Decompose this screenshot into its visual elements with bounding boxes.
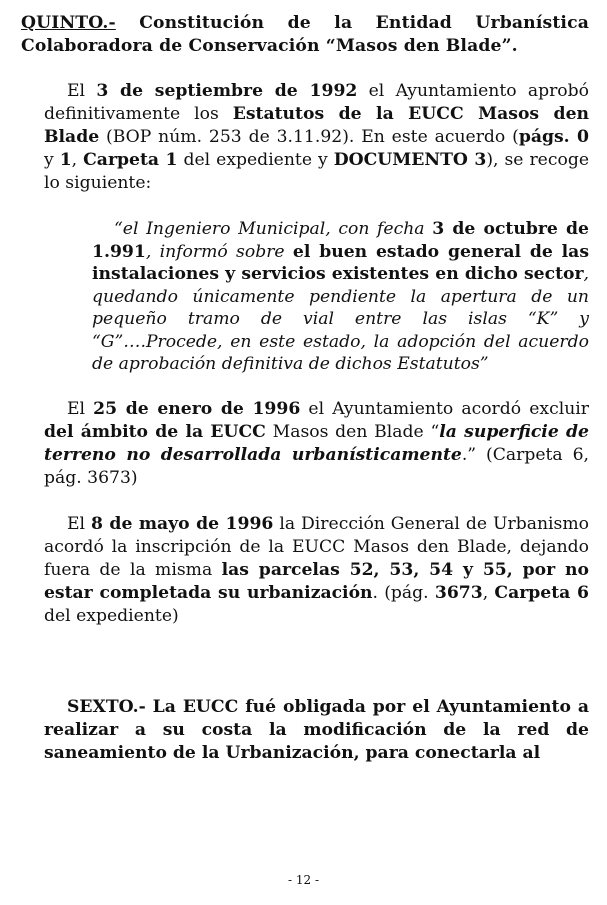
page-one-bold: 1 — [59, 150, 72, 170]
text-run: el Ayuntamiento acordó excluir — [300, 399, 589, 419]
quote-text: , quedando únicamente pendiente la apertura de un pequeño tramo de vial entre las islas “K” y “G”….Procede, en este estado, la adopción del acuerdo de aprobación definitiva de dichos Estatutos” — [92, 264, 589, 374]
paragraph-estatutos — [44, 80, 589, 195]
folder-bold: Carpeta 6 — [494, 583, 590, 603]
paragraph-exclusion — [44, 398, 589, 490]
date-bold: 8 de mayo de 1996 — [91, 514, 274, 534]
section-heading-quinto — [21, 12, 589, 58]
heading-label: QUINTO.- — [21, 13, 116, 33]
text-run: el Ayuntamiento aprobó definitivamente los — [44, 81, 589, 124]
scope-bold: del ámbito de la EUCC — [44, 422, 266, 442]
paragraph-inscripcion — [44, 513, 589, 628]
text-run: la Dirección General de Urbanismo acordó la inscripción de la EUCC Masos den Blade, dejando fuera de la misma — [44, 514, 589, 580]
text-run: , — [71, 150, 84, 170]
quote-date-bold: 3 de octubre de 1.991 — [92, 219, 589, 262]
text-run: y — [44, 150, 60, 170]
text-run: del expediente) — [44, 606, 179, 626]
quote-text: , informó sobre — [145, 241, 293, 262]
pages-bold: págs. 0 — [518, 127, 589, 147]
date-bold: 25 de enero de 1996 — [93, 399, 301, 419]
quote-text: “el Ingeniero Municipal, con fecha — [114, 219, 433, 239]
heading-title: Constitución de la Entidad Urbanística Colaboradora de Conservación “Masos den Blade”. — [21, 13, 589, 56]
parcels-bold: las parcelas 52, 53, 54 y 55, por no estar completada su urbanización — [44, 560, 589, 603]
surface-bold-italic: la superficie de terreno no desarrollada urbanísticamente — [44, 422, 589, 465]
text-run: Masos den Blade “ — [265, 422, 440, 442]
text-run: ), se recoge lo siguiente: — [44, 150, 590, 193]
page-number: - 12 - — [287, 873, 319, 887]
text-run: del expediente y — [177, 150, 334, 170]
sexto-text: SEXTO.- La EUCC fué obligada por el Ayuntamiento a realizar a su costa la modificación de la red de saneamiento de la Urbanización, para conectarla al — [44, 697, 589, 763]
date-bold: 3 de septiembre de 1992 — [96, 81, 358, 101]
statutes-bold: Estatutos de la EUCC Masos den Blade — [44, 104, 590, 147]
document-bold: DOCUMENTO 3 — [333, 150, 487, 170]
quote-bold-phrase: el buen estado general de las instalaciones y servicios existentes en dicho sector — [92, 241, 589, 284]
text-run: El — [67, 399, 94, 419]
text-run: .” (Carpeta 6, pág. 3673) — [44, 445, 589, 488]
text-run: El — [67, 514, 91, 534]
text-run: . (pág. — [372, 583, 435, 603]
quote-block — [92, 218, 589, 376]
section-heading-sexto — [44, 696, 589, 765]
text-run: El — [67, 81, 97, 101]
text-run: , — [482, 583, 495, 603]
text-run: (BOP núm. 253 de 3.11.92). En este acuerdo ( — [99, 127, 519, 147]
page-bold: 3673 — [434, 583, 483, 603]
folder-bold: Carpeta 1 — [83, 150, 178, 170]
